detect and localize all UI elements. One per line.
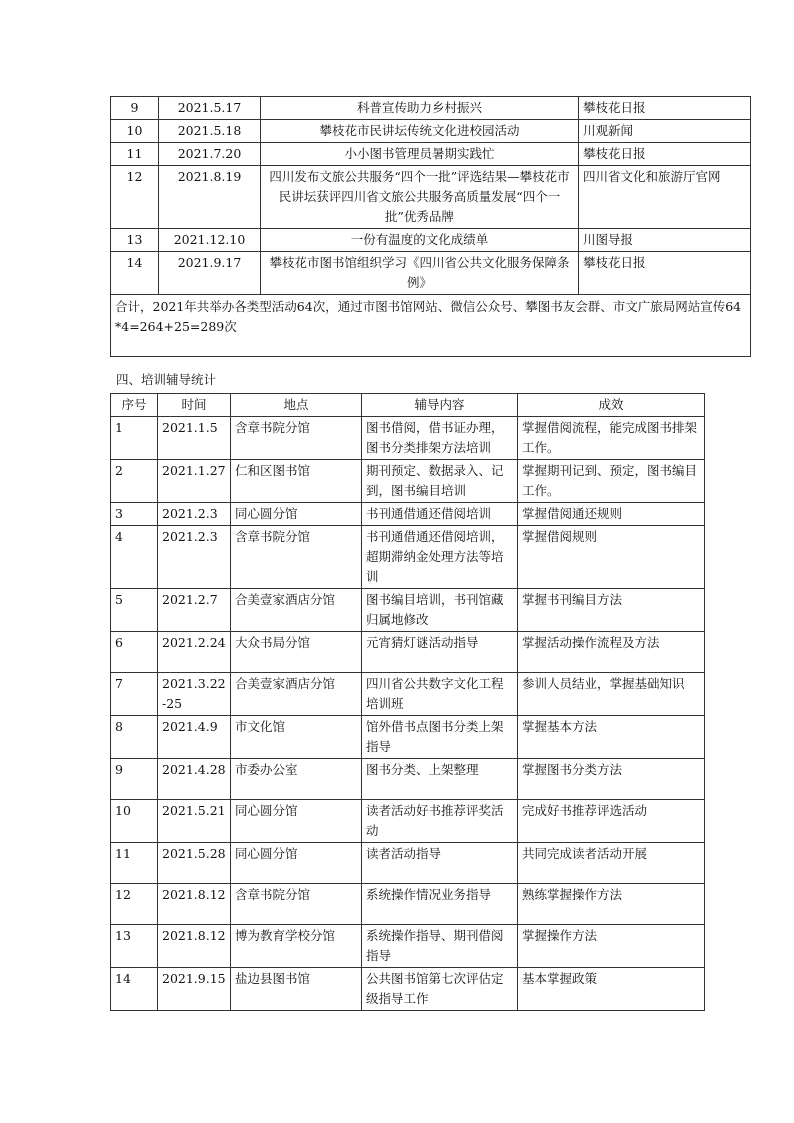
- training-content-cell: 馆外借书点图书分类上架指导: [362, 716, 518, 759]
- training-no-cell: 8: [111, 716, 158, 759]
- publicity-date-cell: 2021.9.17: [159, 252, 261, 295]
- training-time-cell: 2021.9.15: [158, 968, 231, 1011]
- table-row: [111, 632, 705, 673]
- table-row: [111, 968, 705, 1011]
- training-content-cell: 图书分类、上架整理: [362, 759, 518, 800]
- header-place: 地点: [231, 394, 362, 417]
- table-row: [111, 503, 705, 526]
- publicity-no-cell: 14: [111, 252, 159, 295]
- publicity-title-cell: 攀枝花市图书馆组织学习《四川省公共文化服务保障条例》: [261, 252, 579, 295]
- training-result-cell: 共同完成读者活动开展: [518, 843, 705, 884]
- table-row: [111, 143, 751, 166]
- training-no-cell: 5: [111, 589, 158, 632]
- table-row: [111, 843, 705, 884]
- training-table-body: [111, 417, 705, 1011]
- publicity-date-cell: 2021.12.10: [159, 229, 261, 252]
- publicity-source-cell: 川观新闻: [579, 120, 751, 143]
- training-place-cell: 含章书院分馆: [231, 884, 362, 925]
- header-result: 成效: [518, 394, 705, 417]
- training-result-cell: 掌握基本方法: [518, 716, 705, 759]
- training-content-cell: 元宵猜灯谜活动指导: [362, 632, 518, 673]
- publicity-title-cell: 攀枝花市民讲坛传统文化进校园活动: [261, 120, 579, 143]
- table-row: [111, 460, 705, 503]
- header-content: 辅导内容: [362, 394, 518, 417]
- training-no-cell: 2: [111, 460, 158, 503]
- training-place-cell: 同心圆分馆: [231, 503, 362, 526]
- training-content-cell: 图书借阅，借书证办理，图书分类排架方法培训: [362, 417, 518, 460]
- training-content-cell: 系统操作指导、期刊借阅指导: [362, 925, 518, 968]
- table-row: [111, 120, 751, 143]
- publicity-no-cell: 9: [111, 97, 159, 120]
- table-row: [111, 97, 751, 120]
- training-no-cell: 10: [111, 800, 158, 843]
- table-row: [111, 589, 705, 632]
- training-no-cell: 6: [111, 632, 158, 673]
- section-heading: 四、培训辅导统计: [116, 372, 217, 387]
- training-no-cell: 9: [111, 759, 158, 800]
- publicity-source-cell: 四川省文化和旅游厅官网: [579, 166, 751, 229]
- training-time-cell: 2021.4.28: [158, 759, 231, 800]
- training-place-cell: 仁和区图书馆: [231, 460, 362, 503]
- training-result-cell: 掌握期刊记到、预定，图书编目工作。: [518, 460, 705, 503]
- publicity-date-cell: 2021.7.20: [159, 143, 261, 166]
- training-place-cell: 合美壹家酒店分馆: [231, 673, 362, 716]
- table-row: [111, 716, 705, 759]
- training-content-cell: 书刊通借通还借阅培训，超期滞纳金处理方法等培训: [362, 526, 518, 589]
- training-place-cell: 同心圆分馆: [231, 843, 362, 884]
- training-place-cell: 博为教育学校分馆: [231, 925, 362, 968]
- training-time-cell: 2021.5.28: [158, 843, 231, 884]
- training-content-cell: 系统操作情况业务指导: [362, 884, 518, 925]
- header-no: 序号: [111, 394, 158, 417]
- training-no-cell: 14: [111, 968, 158, 1011]
- training-table: [110, 393, 705, 1011]
- publicity-source-cell: 攀枝花日报: [579, 252, 751, 295]
- training-place-cell: 合美壹家酒店分馆: [231, 589, 362, 632]
- training-result-cell: 完成好书推荐评选活动: [518, 800, 705, 843]
- training-result-cell: 掌握借阅规则: [518, 526, 705, 589]
- publicity-no-cell: 10: [111, 120, 159, 143]
- publicity-source-cell: 攀枝花日报: [579, 143, 751, 166]
- training-place-cell: 同心圆分馆: [231, 800, 362, 843]
- training-place-cell: 含章书院分馆: [231, 417, 362, 460]
- header-time: 时间: [158, 394, 231, 417]
- training-content-cell: 图书编目培训，书刊馆藏归属地修改: [362, 589, 518, 632]
- publicity-no-cell: 11: [111, 143, 159, 166]
- publicity-date-cell: 2021.8.19: [159, 166, 261, 229]
- training-time-cell: 2021.2.24: [158, 632, 231, 673]
- training-no-cell: 13: [111, 925, 158, 968]
- publicity-source-cell: 攀枝花日报: [579, 97, 751, 120]
- publicity-title-cell: 一份有温度的文化成绩单: [261, 229, 579, 252]
- table-row: [111, 417, 705, 460]
- publicity-no-cell: 13: [111, 229, 159, 252]
- training-time-cell: 2021.2.7: [158, 589, 231, 632]
- table-row: [111, 673, 705, 716]
- publicity-date-cell: 2021.5.17: [159, 97, 261, 120]
- training-content-cell: 期刊预定、数据录入、记到，图书编目培训: [362, 460, 518, 503]
- publicity-title-cell: 四川发布文旅公共服务“四个一批”评选结果—攀枝花市民讲坛获评四川省文旅公共服务高质量发展“四个一批”优秀品牌: [261, 166, 579, 229]
- training-content-cell: 书刊通借通还借阅培训: [362, 503, 518, 526]
- table-row: [111, 252, 751, 295]
- training-result-cell: 掌握书刊编目方法: [518, 589, 705, 632]
- training-content-cell: 读者活动指导: [362, 843, 518, 884]
- training-time-cell: 2021.2.3: [158, 526, 231, 589]
- publicity-total-row: [111, 295, 751, 357]
- training-time-cell: 2021.2.3: [158, 503, 231, 526]
- training-time-cell: 2021.8.12: [158, 925, 231, 968]
- publicity-table-body: [111, 97, 751, 357]
- training-result-cell: 掌握借阅通还规则: [518, 503, 705, 526]
- training-place-cell: 含章书院分馆: [231, 526, 362, 589]
- training-result-cell: 参训人员结业，掌握基础知识: [518, 673, 705, 716]
- training-time-cell: 2021.1.5: [158, 417, 231, 460]
- training-result-cell: 掌握操作方法: [518, 925, 705, 968]
- training-no-cell: 4: [111, 526, 158, 589]
- publicity-title-cell: 科普宣传助力乡村振兴: [261, 97, 579, 120]
- training-time-cell: 2021.3.22-25: [158, 673, 231, 716]
- training-time-cell: 2021.8.12: [158, 884, 231, 925]
- table-row: [111, 229, 751, 252]
- training-time-cell: 2021.4.9: [158, 716, 231, 759]
- publicity-source-cell: 川图导报: [579, 229, 751, 252]
- publicity-date-cell: 2021.5.18: [159, 120, 261, 143]
- publicity-no-cell: 12: [111, 166, 159, 229]
- publicity-title-cell: 小小图书管理员暑期实践忙: [261, 143, 579, 166]
- training-no-cell: 11: [111, 843, 158, 884]
- training-time-cell: 2021.1.27: [158, 460, 231, 503]
- training-place-cell: 市文化馆: [231, 716, 362, 759]
- training-result-cell: 熟练掌握操作方法: [518, 884, 705, 925]
- training-content-cell: 读者活动好书推荐评奖活动: [362, 800, 518, 843]
- training-time-cell: 2021.5.21: [158, 800, 231, 843]
- training-result-cell: 掌握借阅流程，能完成图书排架工作。: [518, 417, 705, 460]
- training-no-cell: 7: [111, 673, 158, 716]
- publicity-table: [110, 96, 751, 357]
- table-row: [111, 526, 705, 589]
- training-no-cell: 12: [111, 884, 158, 925]
- training-result-cell: 掌握图书分类方法: [518, 759, 705, 800]
- training-no-cell: 1: [111, 417, 158, 460]
- training-content-cell: 四川省公共数字文化工程培训班: [362, 673, 518, 716]
- training-header-row: [111, 394, 705, 417]
- table-row: [111, 925, 705, 968]
- table-row: [111, 166, 751, 229]
- training-content-cell: 公共图书馆第七次评估定级指导工作: [362, 968, 518, 1011]
- training-result-cell: 基本掌握政策: [518, 968, 705, 1011]
- training-result-cell: 掌握活动操作流程及方法: [518, 632, 705, 673]
- training-place-cell: 盐边县图书馆: [231, 968, 362, 1011]
- table-row: [111, 759, 705, 800]
- publicity-total-cell: 合计，2021年共举办各类型活动64次，通过市图书馆网站、微信公众号、攀图书友会群、市文广旅局网站宣传64*4=264+25=289次: [111, 295, 751, 357]
- training-place-cell: 大众书局分馆: [231, 632, 362, 673]
- training-place-cell: 市委办公室: [231, 759, 362, 800]
- table-row: [111, 884, 705, 925]
- table-row: [111, 800, 705, 843]
- training-no-cell: 3: [111, 503, 158, 526]
